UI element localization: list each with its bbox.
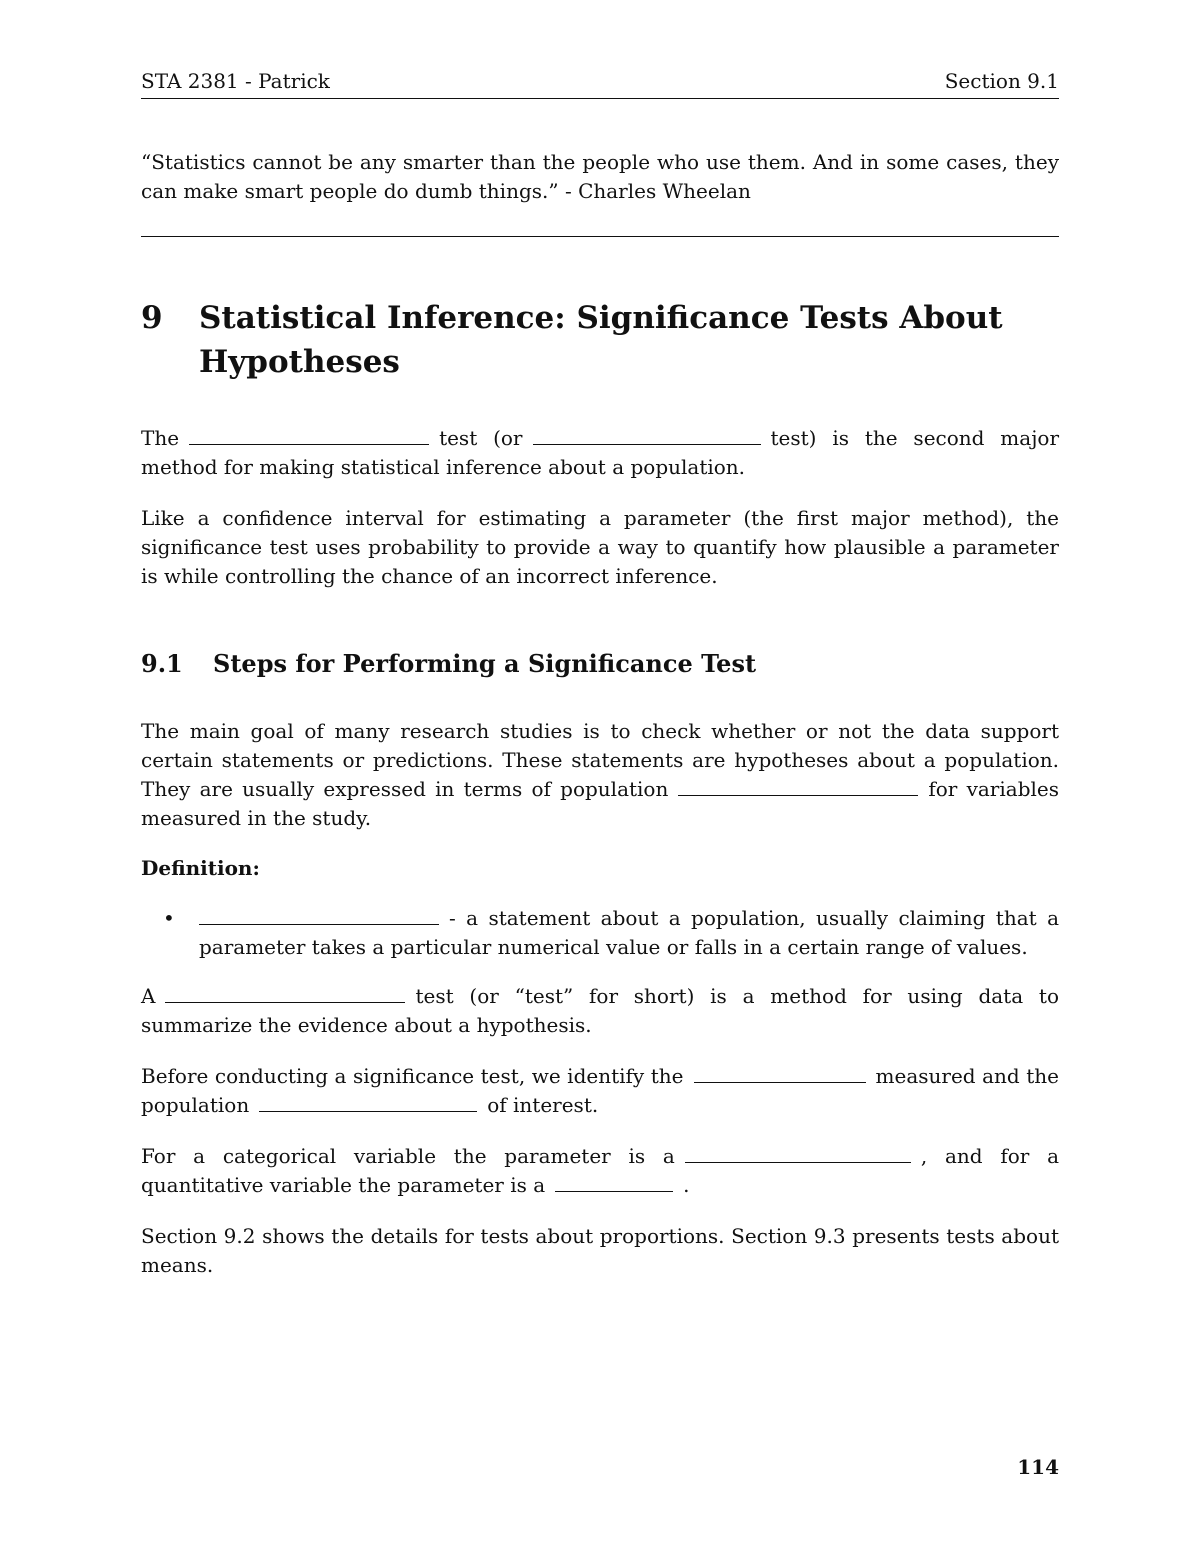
page-number: 114 [1017, 1455, 1059, 1479]
body-paragraph-6 [141, 1142, 1059, 1200]
p6-text-3: . [683, 1173, 690, 1197]
fill-blank [685, 1144, 911, 1163]
fill-blank [678, 777, 918, 796]
p5-text-1: Before conducting a significance test, we identify the [141, 1064, 684, 1088]
epigraph-quote: “Statistics cannot be any smarter than the people who use them. And in some cases, they can make smart people do dumb things.” - Charles Wheelan [141, 148, 1059, 237]
intro-paragraph-1 [141, 424, 1059, 482]
document-page [141, 0, 1059, 1553]
chapter-number: 9 [141, 300, 163, 336]
fill-blank [189, 426, 429, 445]
p5-text-3: of interest. [487, 1093, 599, 1117]
p5-text-2: measured and the population [141, 1064, 1059, 1117]
fill-blank [199, 906, 439, 925]
body-paragraph-4 [141, 982, 1059, 1040]
p4-text-2: test (or “test” for short) is a method for using data to summarize the evidence about a hypothesis. [141, 984, 1059, 1037]
fill-blank [165, 984, 405, 1003]
p4-text-1: A [141, 984, 156, 1008]
body-paragraph-3 [141, 717, 1059, 833]
fill-blank [555, 1173, 673, 1192]
body-paragraph-7: Section 9.2 shows the details for tests about proportions. Section 9.3 presents tests about means. [141, 1224, 1059, 1277]
bullet-icon: • [163, 906, 175, 930]
p1-text-1: The [141, 426, 180, 450]
p6-text-1: For a categorical variable the parameter is a [141, 1144, 675, 1168]
definition-bullet [141, 904, 1059, 962]
p6-text-2: , and for a quantitative variable the parameter is a [141, 1144, 1059, 1197]
header-course: STA 2381 - Patrick [141, 69, 330, 93]
p3-text-1: The main goal of many research studies is to check whether or not the data support certain statements or predictions. These statements are hypotheses about a population. They are usually expressed in terms of population [141, 719, 1059, 801]
fill-blank [533, 426, 761, 445]
fill-blank [694, 1064, 866, 1083]
p1-text-2: test (or [439, 426, 523, 450]
fill-blank [259, 1093, 477, 1112]
section-title-text: Steps for Performing a Significance Test [213, 649, 757, 678]
body-paragraph-5 [141, 1062, 1059, 1120]
p1-text-3: test) is the second major method for making statistical inference about a population. [141, 426, 1059, 479]
chapter-title [141, 296, 1059, 384]
bullet-text-content: - a statement about a population, usually claiming that a parameter takes a particular numerical value or falls in a certain range of values. [199, 906, 1059, 959]
section-number: 9.1 [141, 649, 183, 678]
intro-paragraph-2: Like a confidence interval for estimating a parameter (the first major method), the significance test uses probability to provide a way to quantify how plausible a parameter is while controlling the chance of an incorrect inference. [141, 506, 1059, 588]
section-title [141, 648, 756, 680]
definition-label: Definition: [141, 856, 260, 880]
p3-text-2: for variables measured in the study. [141, 777, 1059, 830]
bullet-text [199, 904, 1059, 962]
running-header [141, 68, 1059, 99]
header-section: Section 9.1 [944, 69, 1059, 93]
chapter-title-text: Statistical Inference: Significance Tests About Hypotheses [199, 300, 1003, 380]
